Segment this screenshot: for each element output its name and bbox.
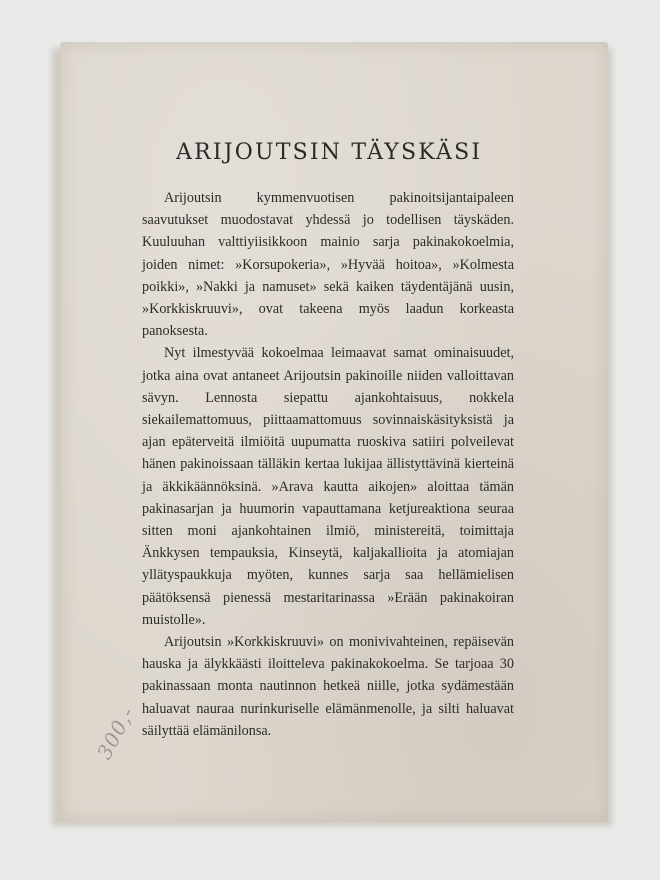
book-title: ARIJOUTSIN TÄYSKÄSI: [176, 140, 483, 165]
blurb-paragraph-2: Nyt ilmestyvää kokoelmaa leimaavat samat ominaisuudet, jotka aina ovat antaneet Arijoutsin pakinoille niiden valloittavan sävyn. Lennosta siepattu ajankohtaisuus, nokkela siekailemattomuus, piittaamattomuus sovinnaiskäsityksistä ja ajan epäterveitä ilmiöitä uupumatta ruoskiva satiiri polveilevat hänen pakinoissaan tälläkin kertaa lukijaa ällistyttävinä kierteinä ja äkkikäännöksinä. »Arava kautta aikojen» aloittaa tämän pakinasarjan ja huumorin vapauttamana ketjureaktiona seuraa sitten moni ajankohtainen ilmiö, ministereitä, toimittaja Änkkysen tempauksia, Kinseytä, kaljakallioita ja atomiajan yllätyspaukkuja myöten, kunnes sarja saa hellämielisen päätöksensä pienessä mestaritarinassa »Erään pakinakoiran muistolle».: [142, 345, 514, 628]
handwritten-price: 300,-: [92, 702, 140, 764]
blurb-paragraph-3: Arijoutsin »Korkkiskruuvi» on monivivahteinen, repäisevän hauska ja älykkäästi iloitteleva pakinakokoelma. Se tarjoaa 30 pakinassaan monta nautinnon hetkeä niille, jotka sydämestään haluavat nauraa nurinkuriselle elämänmenolle, ja silti haluavat säilyttää elämänilonsa.: [142, 634, 514, 739]
blurb-paragraph-1: Arijoutsin kymmenvuotisen pakinoitsijantaipaleen saavutukset muodostavat yhdessä jo todellisen täyskäden. Kuuluuhan valttiyiisikkoon mainio sarja pakinakokoelmia, joiden nimet: »Korsupokeria», »Hyvää hoitoa», »Kolmesta poikki», »Nakki ja namuset» sekä kaiken täydentäjänä uusin, »Korkkiskruuvi», ovat takeena myös laadun korkeasta panoksesta.: [142, 190, 514, 340]
blurb-text: [142, 187, 514, 742]
